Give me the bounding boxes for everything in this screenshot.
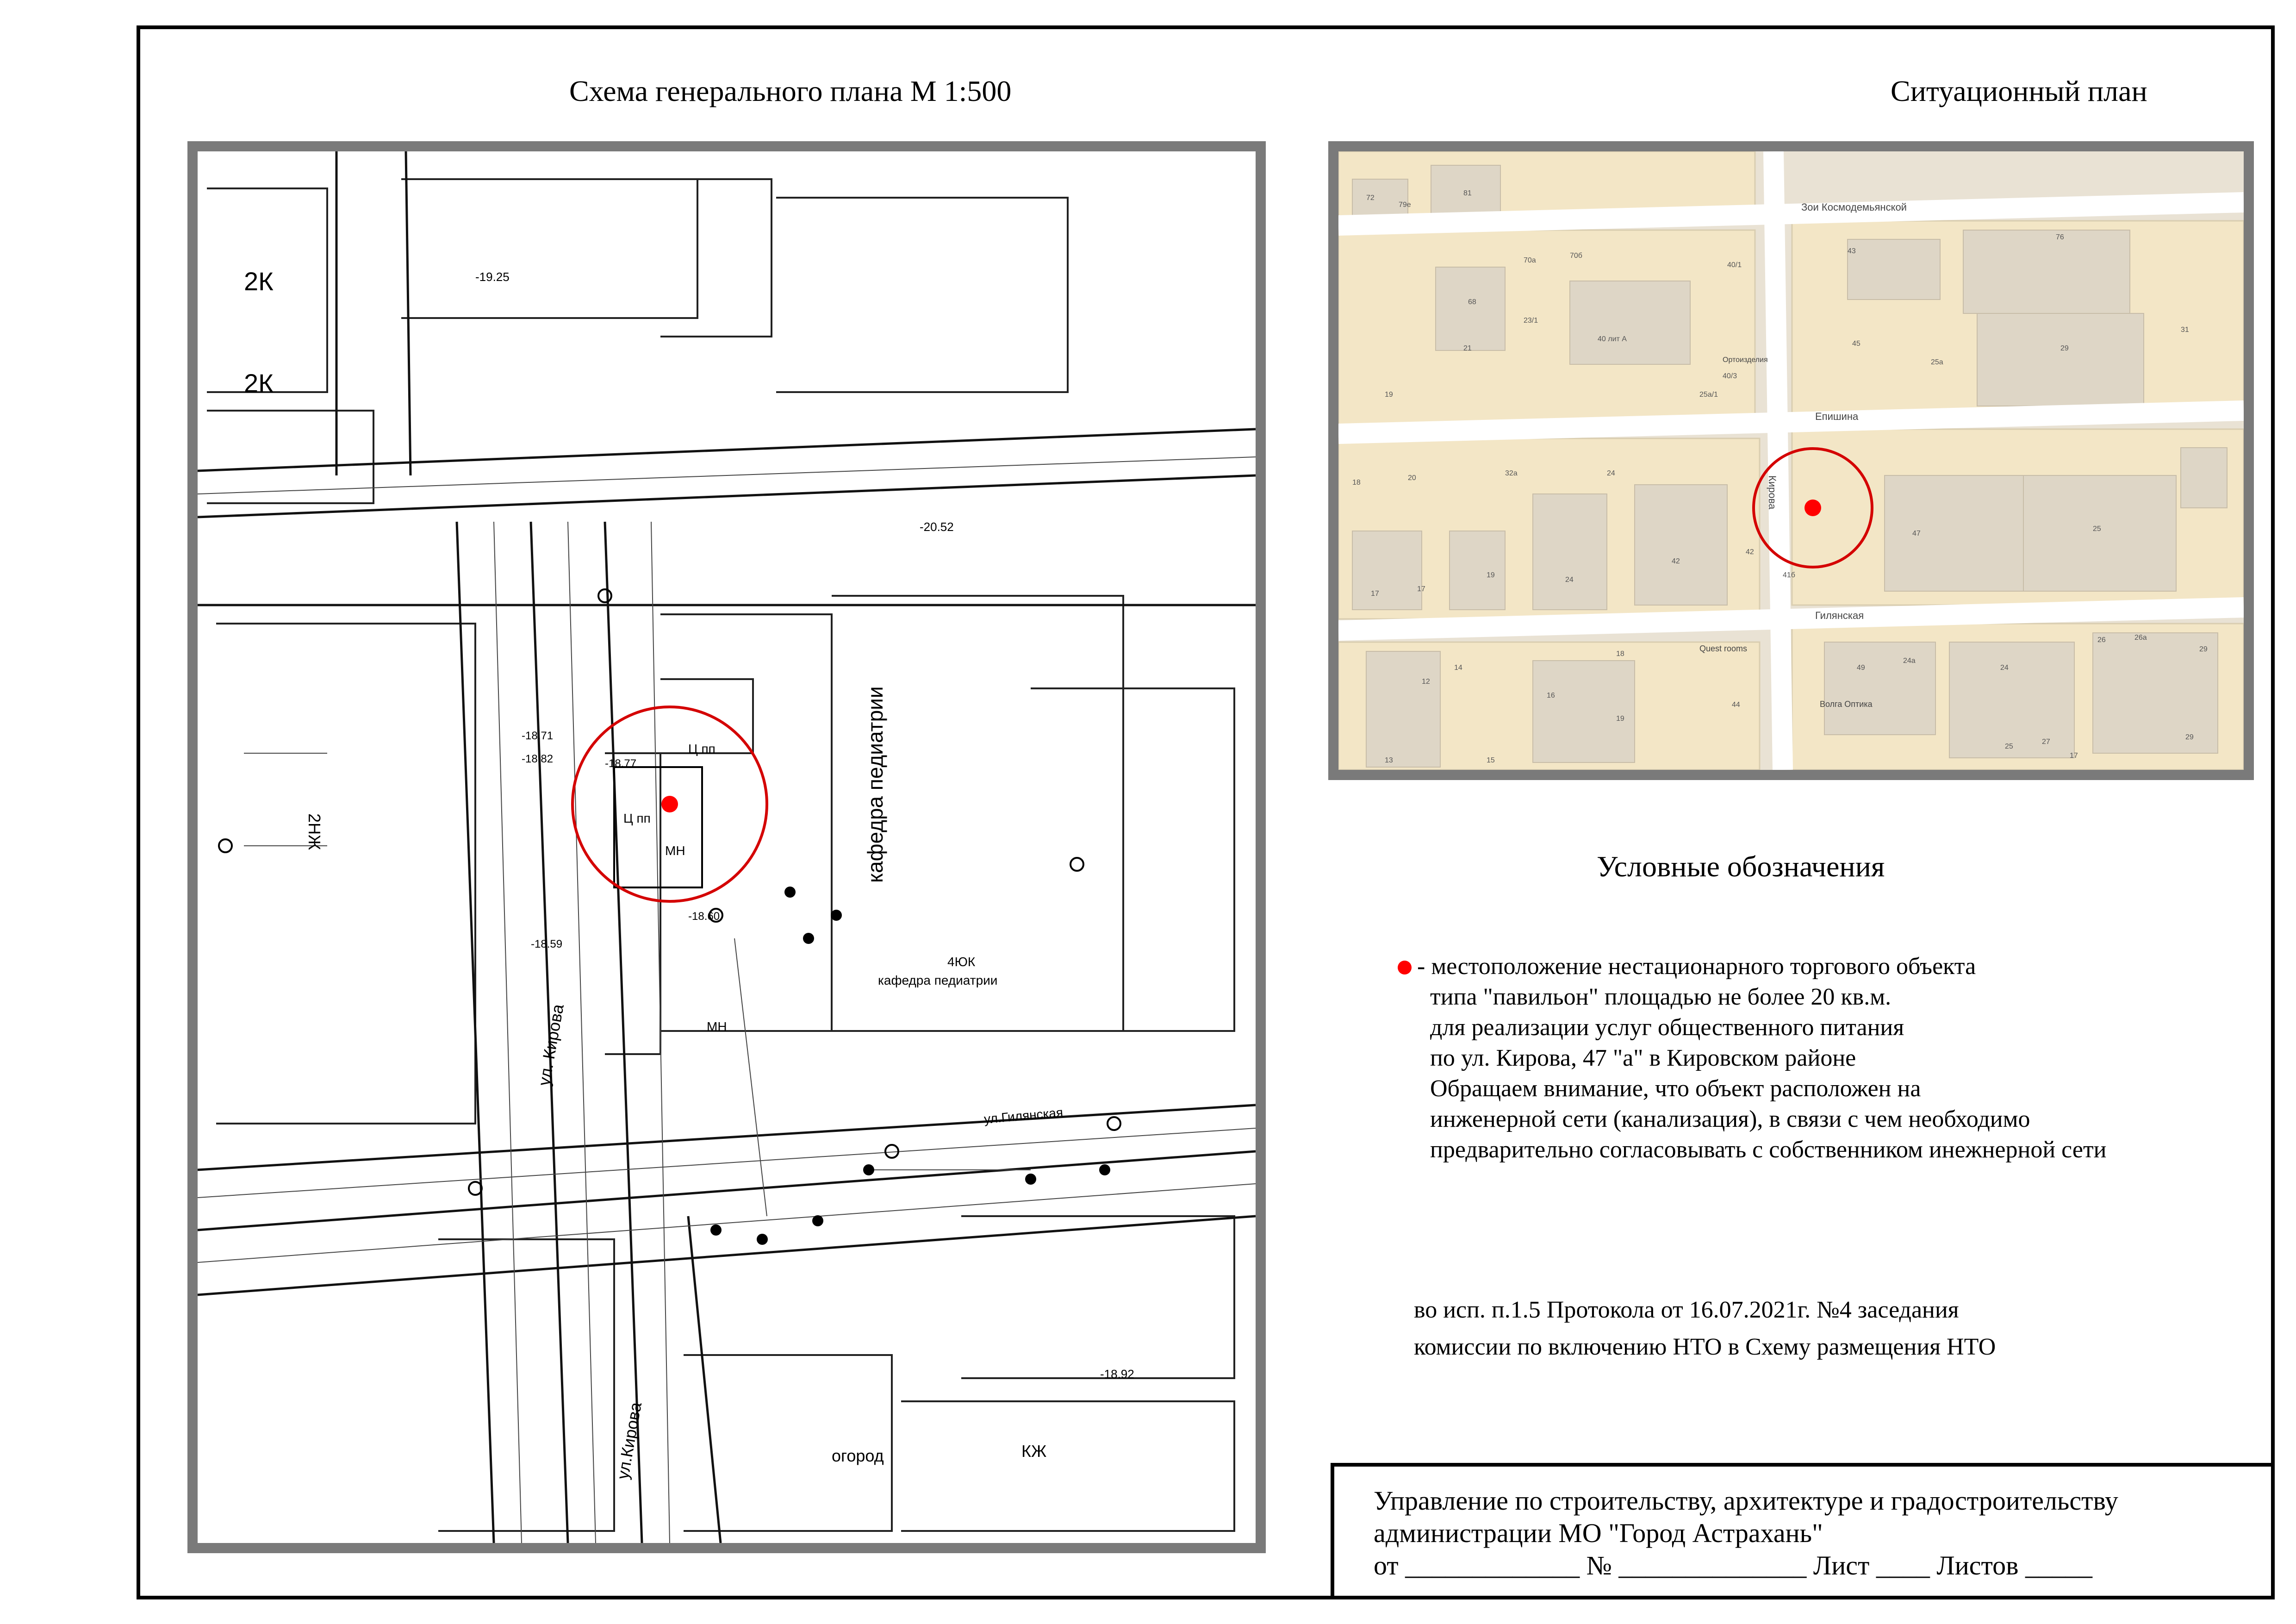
legend-line: по ул. Кирова, 47 "а" в Кировском районе [1430,1045,1856,1071]
building-2k-label-2: 2К [244,369,274,398]
protocol-note [1414,1292,1996,1366]
svg-text:17: 17 [1417,585,1425,593]
svg-text:18: 18 [1616,650,1624,658]
street-gilyanskaya-label: ул.Гилянская [983,1105,1064,1126]
svg-text:24: 24 [1607,469,1615,477]
legend-line: Обращаем внимание, что объект расположен на [1430,1075,1921,1102]
building-2nzh-label: 2НЖ [305,813,324,850]
svg-text:21: 21 [1463,344,1472,352]
svg-text:24: 24 [1565,576,1574,584]
legend-line: предварительно согласовывать с собственником инежнерной сети [1430,1137,2107,1163]
svg-text:18: 18 [1352,479,1361,487]
situation-plan-title: Ситуационный план [1891,75,2147,107]
situation-location-dot [1804,500,1821,516]
svg-text:81: 81 [1463,189,1472,197]
svg-text:25а: 25а [1931,358,1943,366]
elevation-mark: -18.77 [605,757,637,770]
svg-text:40/1: 40/1 [1727,261,1742,269]
svg-text:24а: 24а [1903,657,1916,665]
svg-text:49: 49 [1857,664,1865,672]
protocol-line: комиссии по включению НТО в Схему размещения НТО [1414,1334,1996,1360]
svg-text:19: 19 [1385,391,1393,399]
legend-line: - местоположение нестационарного торгового объекта [1417,953,1976,980]
svg-text:20: 20 [1408,474,1416,482]
svg-text:12: 12 [1422,678,1430,686]
svg-text:29: 29 [2060,344,2069,352]
svg-text:68: 68 [1468,298,1476,306]
svg-text:25: 25 [2005,743,2013,750]
svg-text:42: 42 [1746,548,1754,556]
protocol-line: во исп. п.1.5 Протокола от 16.07.2021г. №4 заседания [1414,1297,1959,1323]
svg-text:17: 17 [2070,752,2078,760]
svg-text:26: 26 [2097,636,2106,644]
svg-text:25: 25 [2093,525,2101,533]
svg-text:42: 42 [1672,557,1680,565]
svg-text:25а/1: 25а/1 [1699,391,1718,399]
svg-text:24: 24 [2000,664,2009,672]
title-block [1331,1463,2275,1599]
svg-text:31: 31 [2181,326,2189,334]
elevation-mark: -18.92 [1100,1367,1134,1381]
svg-text:47: 47 [1912,530,1921,537]
elevation-mark: -18.82 [522,753,554,765]
svg-text:19: 19 [1616,715,1624,723]
situation-map-drawing [1338,151,2244,770]
elevation-mark: -18.59 [531,938,563,950]
legend-line: для реализации услуг общественного питания [1430,1014,1904,1041]
general-plan-title: Схема генерального плана М 1:500 [569,75,1012,107]
svg-text:27: 27 [2042,738,2050,746]
svg-text:40/3: 40/3 [1723,372,1737,380]
svg-text:17: 17 [1371,590,1379,598]
svg-text:72: 72 [1366,194,1375,202]
kafedra-small-label: кафедра педиатрии [878,973,998,987]
svg-text:16: 16 [1547,692,1555,700]
svg-text:41б: 41б [1783,571,1795,579]
mn-label: МН [665,843,685,858]
elevation-mark: -19.25 [475,270,510,284]
street-kirova-label: ул. Кирова [534,1002,567,1087]
title-block-line: администрации МО "Город Астрахань" [1374,1518,1823,1548]
elevation-mark: -18.60 [688,910,720,923]
kafedra-label: кафедра педиатрии [863,686,887,883]
mn-label-2: МН [707,1019,727,1034]
object-location-dot [661,796,678,812]
place-optika-label: Волга Оптика [1820,700,1873,709]
elevation-mark: -20.52 [920,520,954,534]
svg-text:45: 45 [1852,340,1860,348]
street-kirova-map-label: Кирова [1767,475,1778,510]
place-orthopedics-label: Ортоизделия [1723,356,1768,364]
svg-text:26а: 26а [2134,634,2147,642]
svg-text:23/1: 23/1 [1524,317,1538,325]
legend [1398,951,2107,1165]
svg-text:13: 13 [1385,756,1393,764]
object-label-2: Ц пп [623,811,651,825]
legend-line: инженерной сети (канализация), в связи с чем необходимо [1430,1106,2030,1132]
svg-text:29: 29 [2199,645,2208,653]
svg-text:43: 43 [1848,247,1856,255]
place-quest-rooms-label: Quest rooms [1699,644,1748,653]
general-plan-drawing [198,151,1256,1543]
svg-text:79е: 79е [1399,201,1411,209]
street-gilyanskaya-map-label: Гилянская [1815,610,1864,621]
svg-text:29: 29 [2185,733,2194,741]
svg-text:15: 15 [1487,756,1495,764]
building-2k-label: 2К [244,267,274,296]
svg-text:19: 19 [1487,571,1495,579]
legend-title: Условные обозначения [1597,850,1885,883]
legend-line: типа "павильон" площадью не более 20 кв.м. [1430,984,1892,1010]
svg-text:44: 44 [1732,701,1740,709]
general-plan-map [187,141,1266,1553]
svg-text:32а: 32а [1505,469,1518,477]
ogorod-label: огород [832,1446,884,1465]
svg-text:40 лит А: 40 лит А [1598,335,1627,343]
svg-text:76: 76 [2056,233,2064,241]
elevation-mark: -18.71 [522,730,554,742]
object-label: Ц пп [688,742,716,756]
title-block-line: Управление по строительству, архитектуре и градостроительству [1374,1486,2118,1516]
svg-text:70б: 70б [1570,252,1582,260]
title-block-line: от _____________ № ______________ Лист ____ Листов _____ [1374,1550,2092,1580]
legend-red-dot [1398,961,1412,974]
street-zoi-label: Зои Космодемьянской [1801,201,1907,213]
svg-text:14: 14 [1454,664,1462,672]
situation-map [1328,141,2254,780]
svg-text:70а: 70а [1524,256,1536,264]
street-epishina-label: Епишина [1815,411,1859,422]
building-kzh-label: КЖ [1021,1442,1047,1461]
street-kirova-label-2: ул.Кирова [613,1400,646,1481]
building-4yuk-label: 4ЮК [947,955,976,969]
